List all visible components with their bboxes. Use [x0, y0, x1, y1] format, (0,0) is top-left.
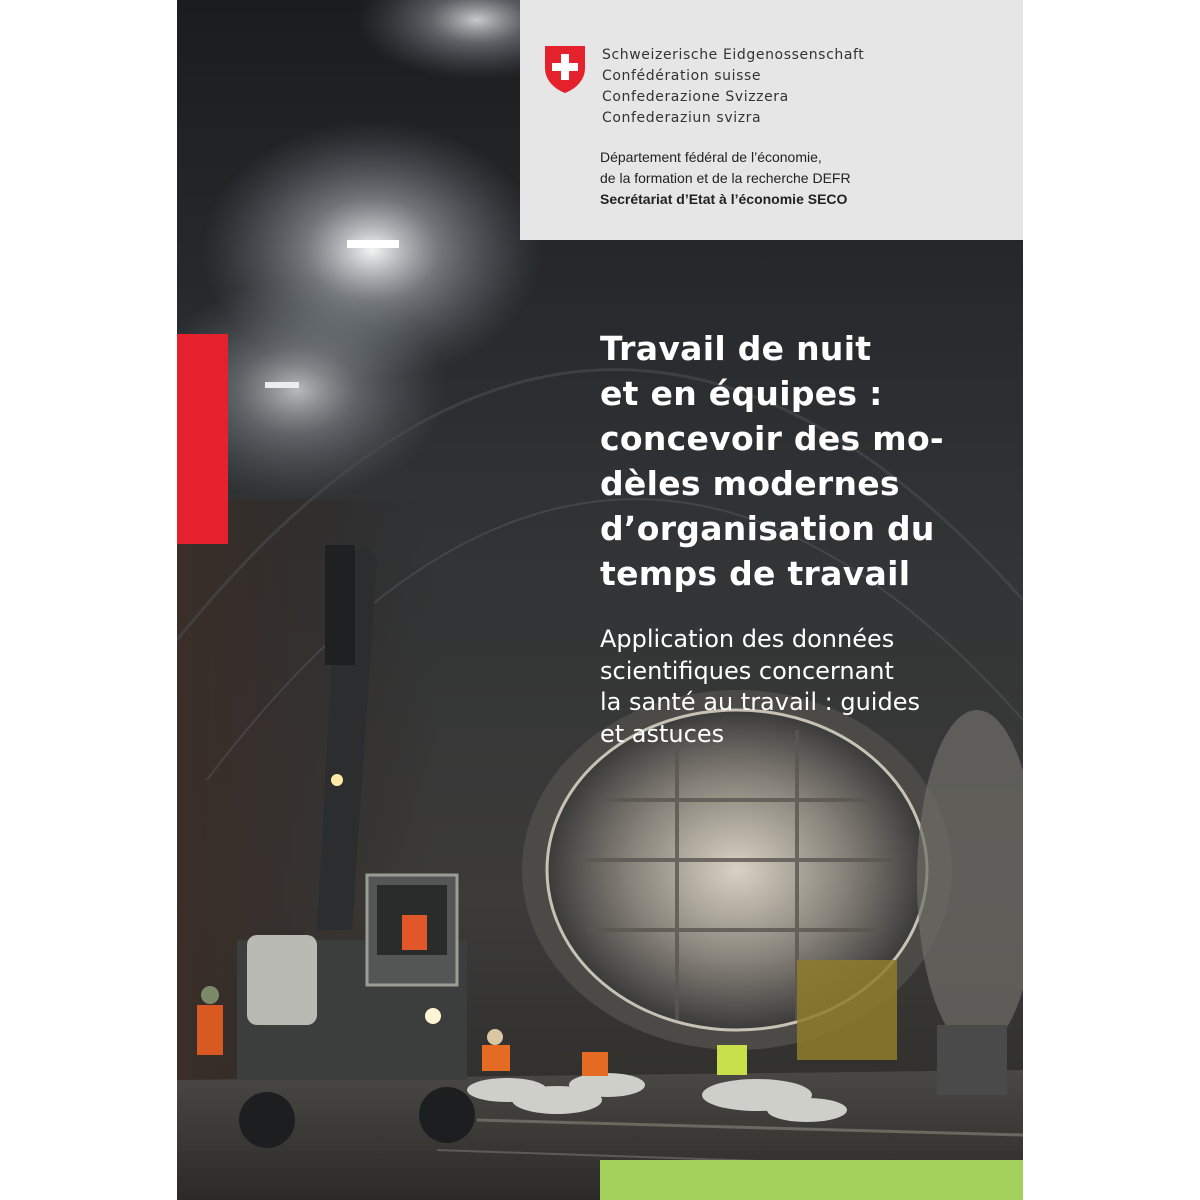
department-line: Département fédéral de l’économie, — [600, 149, 822, 165]
subtitle-line: et astuces — [600, 719, 725, 748]
title-line: concevoir des mo- — [600, 419, 944, 458]
confederation-name-french: Confédération suisse — [602, 68, 762, 84]
confederation-names — [602, 45, 864, 129]
department-info — [600, 147, 851, 210]
green-accent-bar — [600, 1160, 1023, 1200]
title-line: d’organisation du — [600, 509, 935, 548]
swiss-shield-icon — [543, 44, 587, 94]
secretariat-name: Secrétariat d’Etat à l’économie SECO — [600, 191, 848, 207]
brochure-cover — [177, 0, 1023, 1200]
department-line: de la formation et de la recherche DEFR — [600, 170, 851, 186]
subtitle — [600, 624, 1010, 750]
title-line: et en équipes : — [600, 374, 883, 413]
confederation-name-german: Schweizerische Eidgenossenschaft — [602, 47, 865, 63]
title-line: temps de travail — [600, 554, 911, 593]
title-line: dèles modernes — [600, 464, 900, 503]
page-title — [600, 326, 1010, 596]
confederation-name-italian: Confederazione Svizzera — [602, 89, 789, 105]
confederation-name-romansh: Confederaziun svizra — [602, 110, 762, 126]
header-panel — [520, 0, 1023, 240]
title-line: Travail de nuit — [600, 329, 872, 368]
subtitle-line: Application des données — [600, 625, 895, 653]
subtitle-line: la santé au travail : guides — [600, 688, 920, 716]
subtitle-line: scientifiques concernant — [600, 656, 894, 685]
red-accent-bar — [177, 334, 228, 544]
